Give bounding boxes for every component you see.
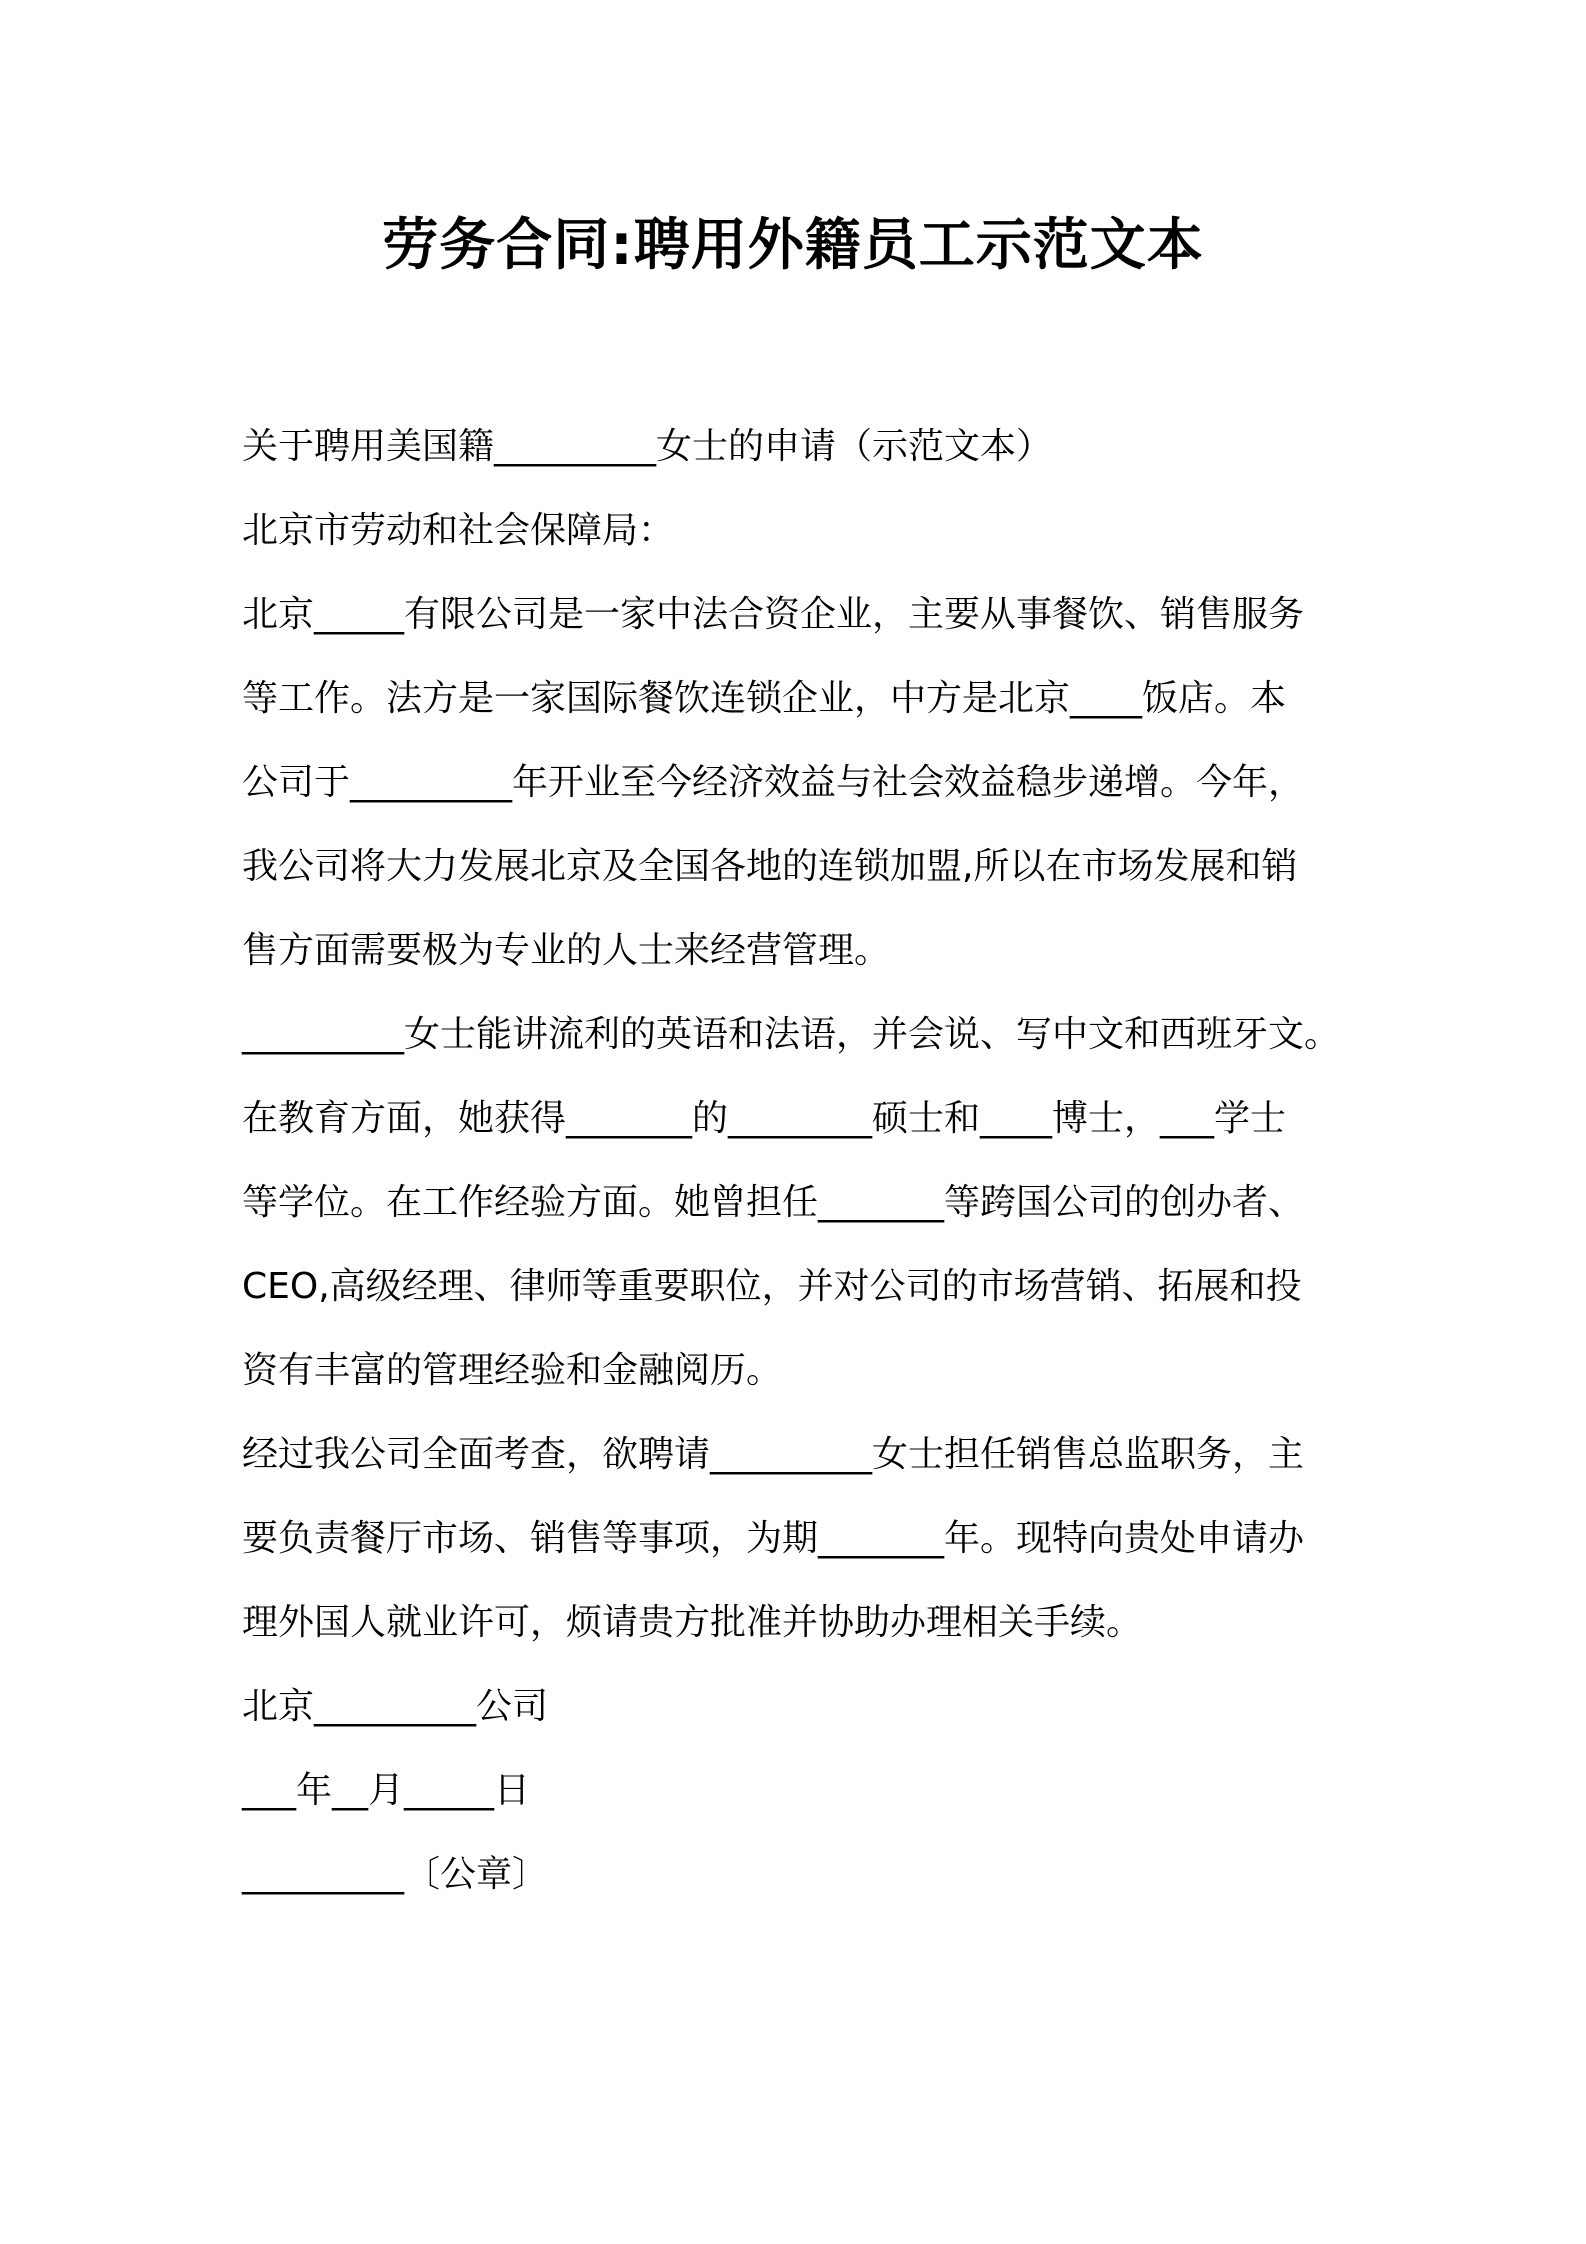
signature-company-line: 北京_________公司 — [242, 1686, 549, 1727]
document-title: 劳务合同:聘用外籍员工示范文本 — [382, 213, 1204, 278]
paragraph-line: 公司于_________年开业至今经济效益与社会效益稳步递增。今年， — [242, 762, 1305, 803]
paragraph-line: 等工作。法方是一家国际餐饮连锁企业，中方是北京____饭店。本 — [242, 678, 1287, 719]
paragraph-line: 等学位。在工作经验方面。她曾担任_______等跨国公司的创办者、 — [242, 1182, 1305, 1223]
signature-date-line: ___年__月_____日 — [242, 1770, 531, 1811]
paragraph-line: _________女士能讲流利的英语和法语，并会说、写中文和西班牙文。 — [242, 1014, 1341, 1055]
signature-seal-line: _________〔公章〕 — [242, 1854, 549, 1895]
paragraph-line: 售方面需要极为专业的人士来经营管理。 — [242, 930, 891, 971]
subject-line: 关于聘用美国籍_________女士的申请（示范文本） — [242, 426, 1053, 467]
paragraph-line: 要负责餐厅市场、销售等事项，为期_______年。现特向贵处申请办 — [242, 1518, 1305, 1559]
addressee-line: 北京市劳动和社会保障局： — [242, 510, 675, 551]
document-body — [242, 405, 1362, 1917]
paragraph-line: 资有丰富的管理经验和金融阅历。 — [242, 1350, 783, 1391]
paragraph-line: 经过我公司全面考查，欲聘请_________女士担任销售总监职务，主 — [242, 1434, 1305, 1475]
paragraph-line: 理外国人就业许可，烦请贵方批准并协助办理相关手续。 — [242, 1602, 1143, 1643]
paragraph-line: 北京_____有限公司是一家中法合资企业，主要从事餐饮、销售服务 — [242, 594, 1305, 635]
paragraph-line: CEO,高级经理、律师等重要职位，并对公司的市场营销、拓展和投 — [242, 1266, 1302, 1307]
paragraph-line: 在教育方面，她获得_______的________硕士和____博士，___学士 — [242, 1098, 1287, 1139]
paragraph-line: 我公司将大力发展北京及全国各地的连锁加盟,所以在市场发展和销 — [242, 846, 1298, 887]
